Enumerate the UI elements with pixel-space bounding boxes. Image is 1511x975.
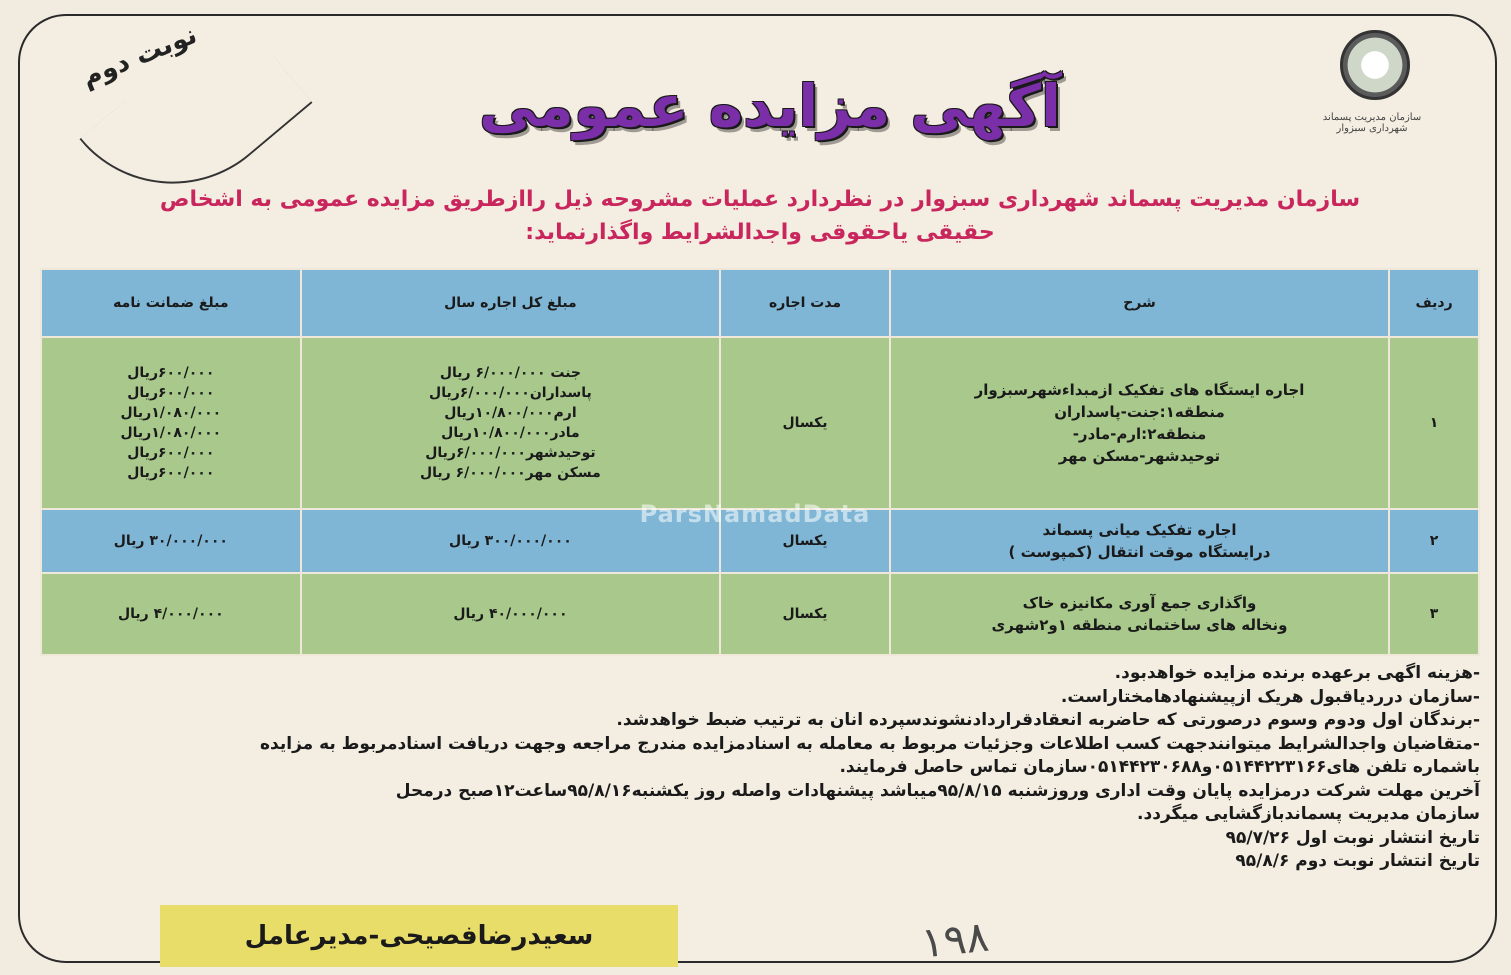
row-number: ۲ xyxy=(1389,509,1479,573)
desc-line: اجاره ایستگاه های تفکیک ازمبداءشهرسبزوار xyxy=(974,381,1305,399)
round-badge: نوبت دوم xyxy=(77,19,202,94)
desc-line: منطقه۱:جنت-پاسداران xyxy=(1054,403,1225,421)
rent-line: مسکن مهر۶/۰۰۰/۰۰۰ ریال xyxy=(420,465,601,481)
note-line: سازمان مدیریت پسماندبازگشایی میگردد. xyxy=(1137,804,1480,824)
guarantee-line: ۶۰۰/۰۰۰ریال xyxy=(127,385,215,401)
logo-caption: سازمان مدیریت پسماند شهرداری سبزوار xyxy=(1322,112,1422,134)
row-rent: ۳۰۰/۰۰۰/۰۰۰ ریال xyxy=(301,509,720,573)
municipality-logo-icon xyxy=(1340,30,1410,100)
header-cell: ردیف xyxy=(1389,269,1479,337)
handwritten-number: ۱۹۸ xyxy=(918,911,992,968)
row-description xyxy=(890,509,1389,573)
desc-line: درایستگاه موقت انتقال (کمپوست ) xyxy=(1008,543,1271,561)
header-cell: مبلغ کل اجاره سال xyxy=(301,269,720,337)
guarantee-line: ۶۰۰/۰۰۰ریال xyxy=(127,365,215,381)
row-description xyxy=(890,573,1389,655)
guarantee-line: ۱/۰۸۰/۰۰۰ریال xyxy=(120,425,222,441)
intro-text xyxy=(40,183,1480,253)
desc-line: اجاره تفکیک میانی پسماند xyxy=(1042,521,1237,539)
note-line: باشماره تلفن های۰۵۱۴۴۲۲۳۱۶۶و۰۵۱۴۴۲۳۰۶۸۸سازمان تماس حاصل فرمایند. xyxy=(839,757,1480,777)
note-line: -برندگان اول ودوم وسوم درصورتی که حاضربه انعقادقراردادنشوندسپرده انان به ترتیب ضبط خواهدشد. xyxy=(616,710,1480,730)
note-line: -سازمان درردیاقبول هریک ازپیشنهادهامختاراست. xyxy=(1060,686,1480,707)
row-duration: یکسال xyxy=(720,509,890,573)
row-duration: یکسال xyxy=(720,573,890,655)
note-line: آخرین مهلت شرکت درمزایده پایان وقت اداری وروزشنبه ۹۵/۸/۱۵میباشد پیشنهادات واصله روز یکشنبه۹۵/۸/۱۶ساعت۱۲صبح درمحل xyxy=(395,780,1480,801)
row-guarantee xyxy=(41,337,301,509)
row-guarantee: ۴/۰۰۰/۰۰۰ ریال xyxy=(41,573,301,655)
rent-line: پاسداران۶/۰۰۰/۰۰۰ریال xyxy=(429,385,592,401)
guarantee-line: ۱/۰۸۰/۰۰۰ریال xyxy=(120,405,222,421)
row-number: ۳ xyxy=(1389,573,1479,655)
desc-line: واگذاری جمع آوری مکانیزه خاک xyxy=(1022,594,1257,612)
guarantee-line: ۶۰۰/۰۰۰ریال xyxy=(127,465,215,481)
rent-line: جنت ۶/۰۰۰/۰۰۰ ریال xyxy=(439,365,581,381)
header-cell: شرح xyxy=(890,269,1389,337)
row-rent: ۴۰/۰۰۰/۰۰۰ ریال xyxy=(301,573,720,655)
table-header-row xyxy=(41,269,1479,337)
intro-line-1: سازمان مدیریت پسماند شهرداری سبزوار در نظردارد عملیات مشروحه ذیل راازطریق مزایده عمومی به اشخاص xyxy=(159,187,1361,212)
auction-table xyxy=(40,268,1480,656)
signature-box: سعیدرضافصیحی-مدیرعامل xyxy=(160,905,678,967)
intro-line-2: حقیقی یاحقوقی واجدالشرایط واگذارنماید: xyxy=(525,220,995,245)
rent-line: توحیدشهر۶/۰۰۰/۰۰۰ریال xyxy=(425,445,596,461)
note-line: تاریخ انتشار نوبت اول ۹۵/۷/۲۶ xyxy=(1225,827,1480,848)
desc-line: ونخاله های ساختمانی منطقه ۱و۲شهری xyxy=(991,616,1288,634)
guarantee-line: ۶۰۰/۰۰۰ریال xyxy=(127,445,215,461)
desc-line: منطقه۲:ارم-مادر- xyxy=(1072,425,1207,443)
row-description xyxy=(890,337,1389,509)
header-cell: مبلغ ضمانت نامه xyxy=(41,269,301,337)
notice-title: آگهی مزایده عمومی xyxy=(479,72,1061,140)
table-row xyxy=(41,337,1479,509)
rent-line: مادر۱۰/۸۰۰/۰۰۰ریال xyxy=(441,425,580,441)
note-line: تاریخ انتشار نوبت دوم ۹۵/۸/۶ xyxy=(1235,851,1480,871)
row-rent xyxy=(301,337,720,509)
row-guarantee: ۳۰/۰۰۰/۰۰۰ ریال xyxy=(41,509,301,573)
desc-line: توحیدشهر-مسکن مهر xyxy=(1058,447,1221,465)
notes-section xyxy=(40,662,1480,927)
rent-line: ارم۱۰/۸۰۰/۰۰۰ریال xyxy=(444,405,577,421)
note-line: -متقاضیان واجدالشرایط میتوانندجهت کسب اطلاعات وجزئیات مربوط به معامله به اسنادمزایده مندرج مراجعه وجهت دریافت اسنادمربوط به مزایده xyxy=(260,733,1480,754)
table-row xyxy=(41,573,1479,655)
row-number: ۱ xyxy=(1389,337,1479,509)
row-duration: یکسال xyxy=(720,337,890,509)
note-line: -هزینه اگهی برعهده برنده مزایده خواهدبود. xyxy=(1114,663,1480,683)
header-cell: مدت اجاره xyxy=(720,269,890,337)
watermark-text: ParsNamadData xyxy=(639,500,871,528)
